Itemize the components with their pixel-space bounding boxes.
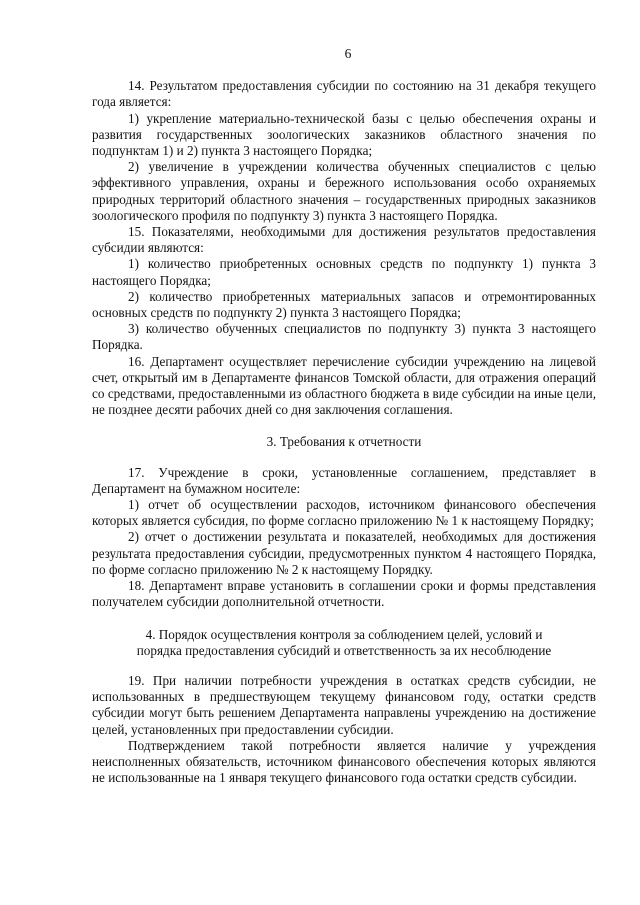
section-4-heading-line-2: порядка предоставления субсидий и ответственность за их несоблюдение [136,642,552,658]
section-4-heading-line-1: 4. Порядок осуществления контроля за соблюдением целей, условий и [145,626,543,642]
paragraph-17: 17. Учреждение в сроки, установленные соглашением, представляет в Департамент на бумажном носителе: [92,464,596,496]
paragraph-14-item-1: 1) укрепление материально-технической базы с целью обеспечения охраны и развития государственных зоологических заказников областного значения по подпунктам 1) и 2) пункта 3 настоящего Порядка; [92,110,596,159]
paragraph-15-item-2: 2) количество приобретенных материальных запасов и отремонтированных основных средств по подпункту 2) пункта 3 настоящего Порядка; [92,288,596,321]
section-3-heading: 3. Требования к отчетности [266,434,422,450]
paragraph-17-item-2: 2) отчет о достижении результата и показателей, необходимых для достижения результата предоставления субсидии, предусмотренных пунктом 4 настоящего Порядка, по форме согласно приложению № 2 к настоящему Порядку. [92,529,596,577]
paragraph-14-item-2: 2) увеличение в учреждении количества обученных специалистов с целью эффективного управления, охраны и бережного использования особо охраняемых природных территорий областного значения – государственных природных заказников зоологического профиля по подпункту 3) пункта 3 настоящего Порядка. [92,159,596,223]
paragraph-14: 14. Результатом предоставления субсидии по состоянию на 31 декабря текущего года является: [92,78,596,110]
paragraph-19-confirmation: Подтверждением такой потребности является наличие у учреждения неисполненных обязательств, источником финансового обеспечения которых являются не использованные на 1 января текущего финансового года остатки средств субсидии. [92,737,596,786]
page-number: 6 [344,46,352,61]
paragraph-15: 15. Показателями, необходимыми для достижения результатов предоставления субсидии являются: [92,224,596,256]
paragraph-16: 16. Департамент осуществляет перечисление субсидии учреждению на лицевой счет, открытый им в Департаменте финансов Томской области, для отражения операций со средствами, предоставленными из областного бюджета в виде субсидии на иные цели, не позднее десяти рабочих дней со дня заключения соглашения. [92,353,596,418]
paragraph-18: 18. Департамент вправе установить в соглашении сроки и формы представления получателем субсидии дополнительной отчетности. [92,578,596,610]
section-3 [92,465,596,611]
paragraph-15-item-1: 1) количество приобретенных основных средств по подпункту 1) пункта 3 настоящего Порядка; [92,256,596,288]
paragraph-19: 19. При наличии потребности учреждения в остатках средств субсидии, не использованных в предшествующем текущему финансовом году, остатки средств субсидии могут быть решением Департамента направлены учреждению на достижение целей, установленных при предоставлении субсидии. [92,672,596,737]
paragraph-15-item-3: 3) количество обученных специалистов по подпункту 3) пункта 3 настоящего Порядка. [92,321,596,353]
section-2-tail [92,78,596,418]
section-4 [92,673,596,786]
paragraph-17-item-1: 1) отчет об осуществлении расходов, источником финансового обеспечения которых является субсидия, по форме согласно приложению № 1 к настоящему Порядку; [92,497,596,529]
